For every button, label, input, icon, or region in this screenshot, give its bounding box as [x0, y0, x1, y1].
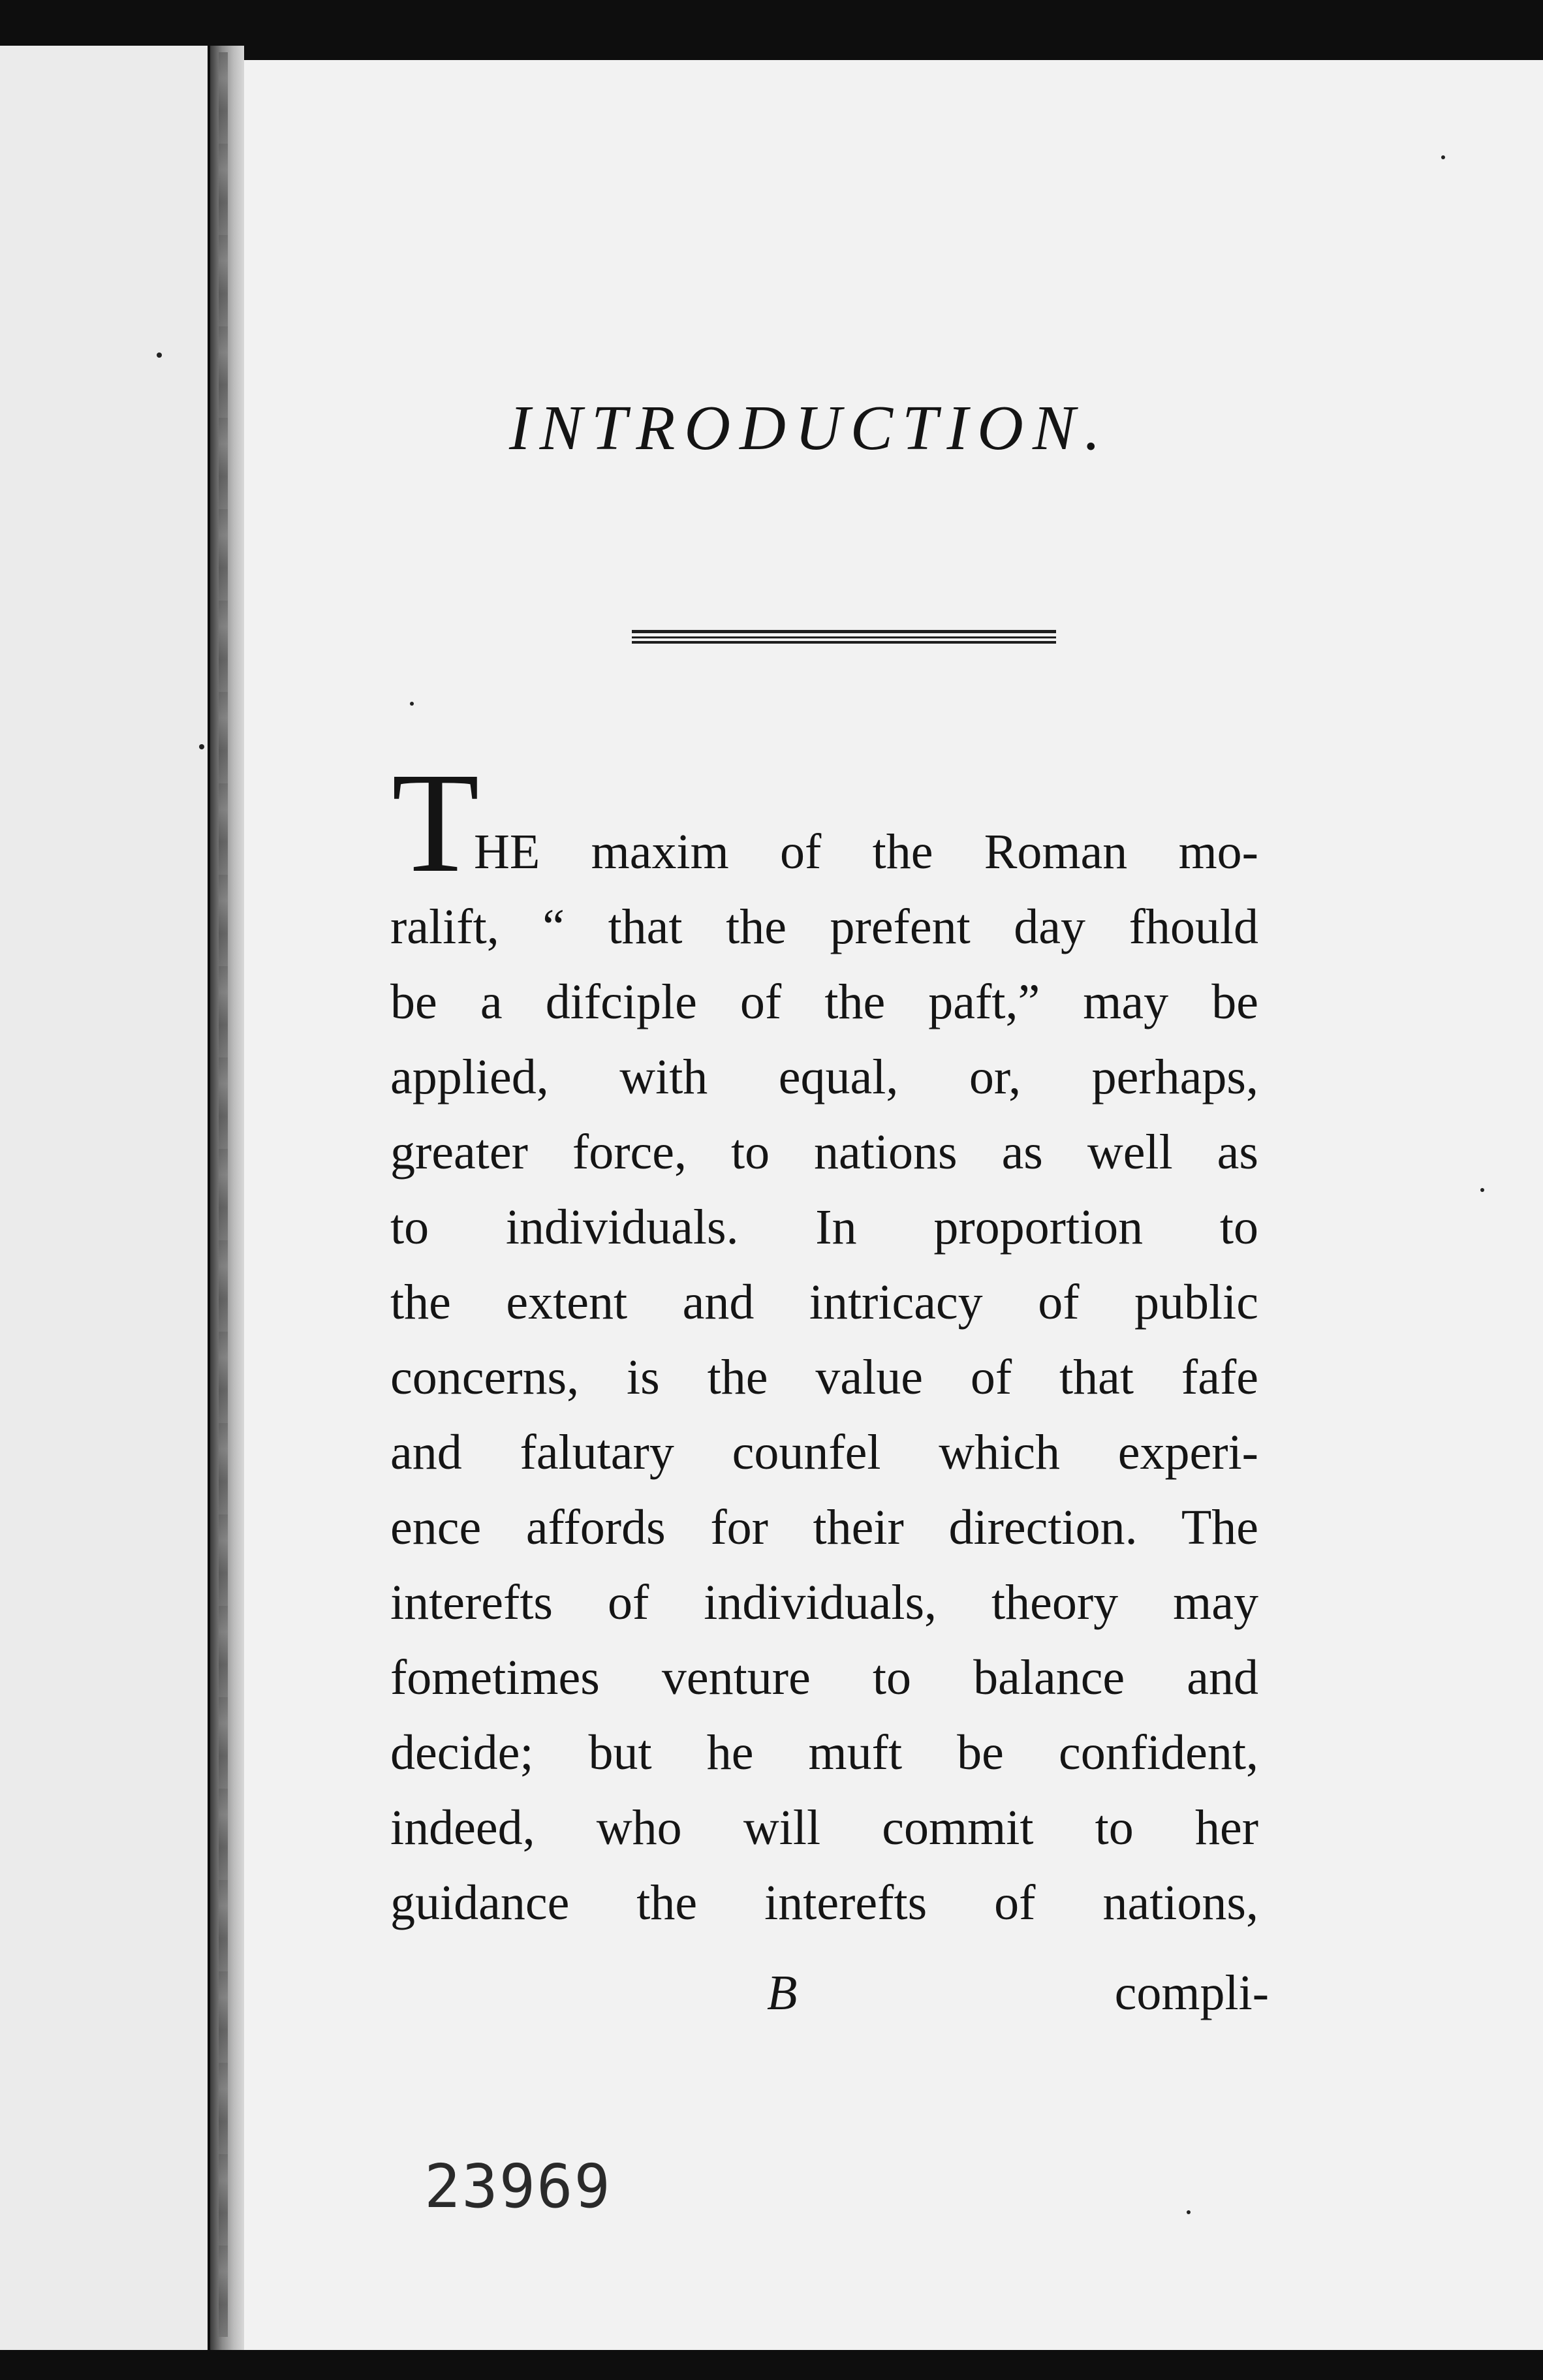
text-line: ralift, “ that the prefent day fhould: [390, 900, 1258, 954]
page-title: INTRODUCTION.: [509, 393, 1110, 463]
scan-border: [0, 2350, 1543, 2380]
text-line: decide; but he muft be confident,: [390, 1725, 1258, 1780]
text-line: indeed, who will commit to her: [390, 1800, 1258, 1855]
text-line: guidance the interefts of nations,: [390, 1875, 1258, 1930]
library-stamp-number: 23969: [424, 2152, 612, 2221]
text-line: applied, with equal, or, perhaps,: [390, 1050, 1258, 1104]
drop-cap: T: [392, 743, 480, 902]
scan-speck: [157, 352, 162, 358]
text-line: HE maxim of the Roman mo-: [474, 824, 1258, 879]
decorative-rule: [632, 630, 1056, 644]
body-paragraph: [390, 815, 1258, 1941]
scan-speck: [1441, 155, 1445, 159]
catchword: compli-: [1114, 1965, 1269, 2020]
scan-speck: [199, 744, 204, 749]
text-line: greater force, to nations as well as: [390, 1125, 1258, 1180]
gutter-shadow: [219, 52, 228, 2337]
text-line: fometimes venture to balance and: [390, 1650, 1258, 1705]
text-line: and falutary counfel which experi-: [390, 1425, 1258, 1480]
scan-speck: [1480, 1188, 1484, 1192]
text-line: the extent and intricacy of public: [390, 1275, 1258, 1330]
text-line: be a difciple of the paft,” may be: [390, 975, 1258, 1029]
text-line: interefts of individuals, theory may: [390, 1575, 1258, 1630]
scan-speck: [410, 702, 414, 706]
text-line: to individuals. In proportion to: [390, 1200, 1258, 1255]
signature-mark: B: [767, 1965, 798, 2020]
scan-speck: [1187, 2210, 1191, 2214]
text-line: ence affords for their direction. The: [390, 1500, 1258, 1555]
left-page-edge: [0, 46, 208, 2350]
text-line: concerns, is the value of that fafe: [390, 1350, 1258, 1405]
